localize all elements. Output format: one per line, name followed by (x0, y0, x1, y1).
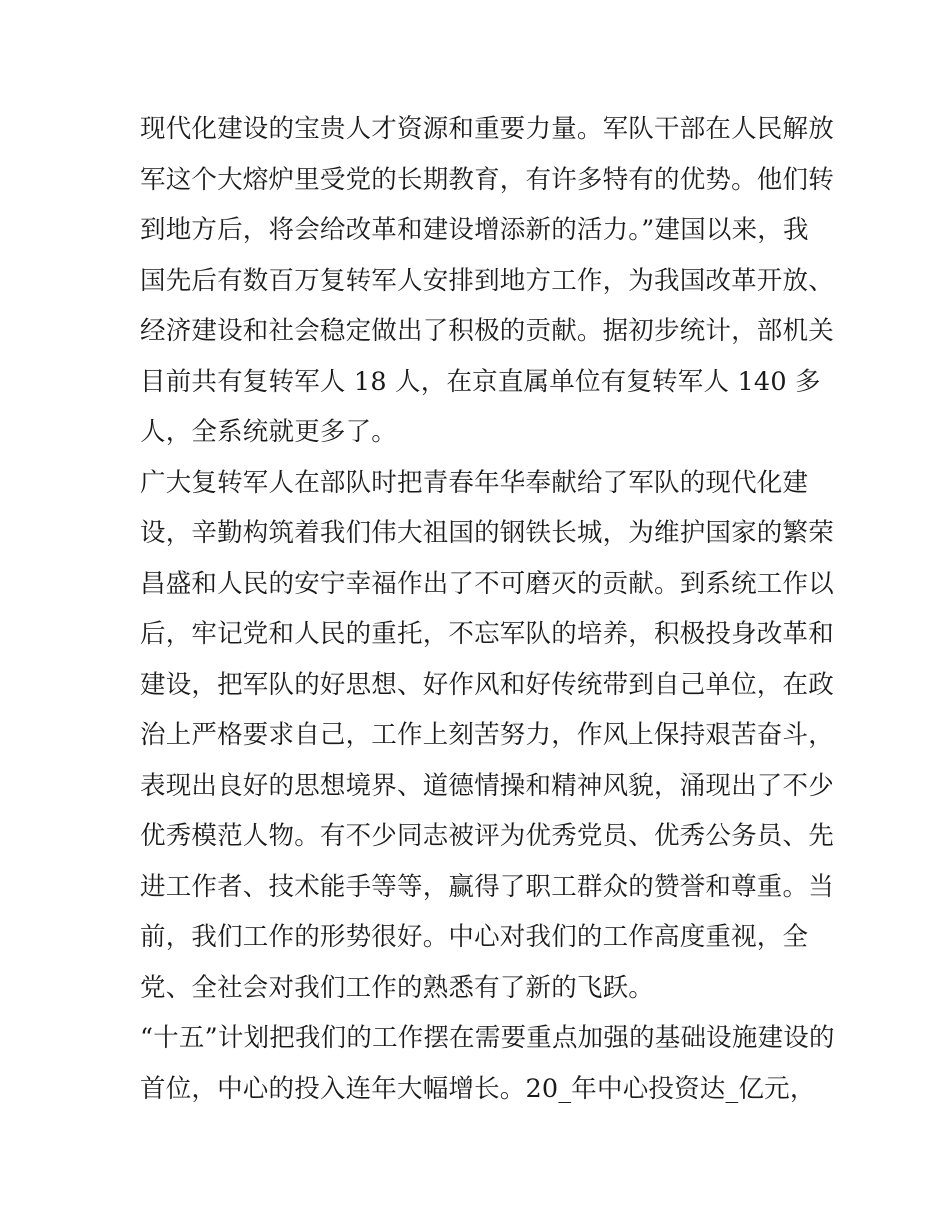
text-line: 党、全社会对我们工作的熟悉有了新的飞跃。 (140, 972, 655, 1003)
text-line: 治上严格要求自己，工作上刻苦努力，作风上保持艰苦奋斗， (140, 720, 834, 750)
text-line: 到地方后，将会给改革和建设增添新的活力。”建国以来，我 (140, 215, 809, 245)
text-line: 现代化建设的宝贵人才资源和重要力量。军队干部在人民解放 (140, 114, 834, 144)
text-line: 前，我们工作的形势很好。中心对我们的工作高度重视，全 (140, 922, 809, 952)
text-line: “十五”计划把我们的工作摆在需要重点加强的基础设施建设的 (140, 1023, 835, 1053)
text-line: 国先后有数百万复转军人安排到地方工作，为我国改革开放、 (140, 265, 834, 296)
text-line: 首位，中心的投入连年大幅增长。20_年中心投资达_亿元， (140, 1073, 816, 1104)
text-line: 优秀模范人物。有不少同志被评为优秀党员、优秀公务员、先 (140, 821, 834, 851)
text-line: 人，全系统就更多了。 (140, 417, 398, 447)
body-text (140, 104, 835, 1114)
text-line: 建设，把军队的好思想、好作风和好传统带到自己单位，在政 (140, 669, 834, 700)
text-line: 经济建设和社会稳定做出了积极的贡献。据初步统计，部机关 (140, 316, 834, 346)
text-line: 后，牢记党和人民的重托，不忘军队的培养，积极投身改革和 (140, 619, 834, 649)
text-line: 表现出良好的思想境界、道德情操和精神风貌，涌现出了不少 (140, 770, 834, 801)
text-line: 军这个大熔炉里受党的长期教育，有许多特有的优势。他们转 (140, 164, 834, 195)
text-line: 昌盛和人民的安宁幸福作出了不可磨灭的贡献。到系统工作以 (140, 568, 834, 599)
text-line: 目前共有复转军人 18 人，在京直属单位有复转军人 140 多 (140, 366, 821, 397)
text-line: 进工作者、技术能手等等，赢得了职工群众的赞誉和尊重。当 (140, 871, 834, 902)
text-line: 设，辛勤构筑着我们伟大祖国的钢铁长城，为维护国家的繁荣 (140, 518, 834, 548)
text-line: 广大复转军人在部队时把青春年华奉献给了军队的现代化建 (140, 467, 809, 498)
